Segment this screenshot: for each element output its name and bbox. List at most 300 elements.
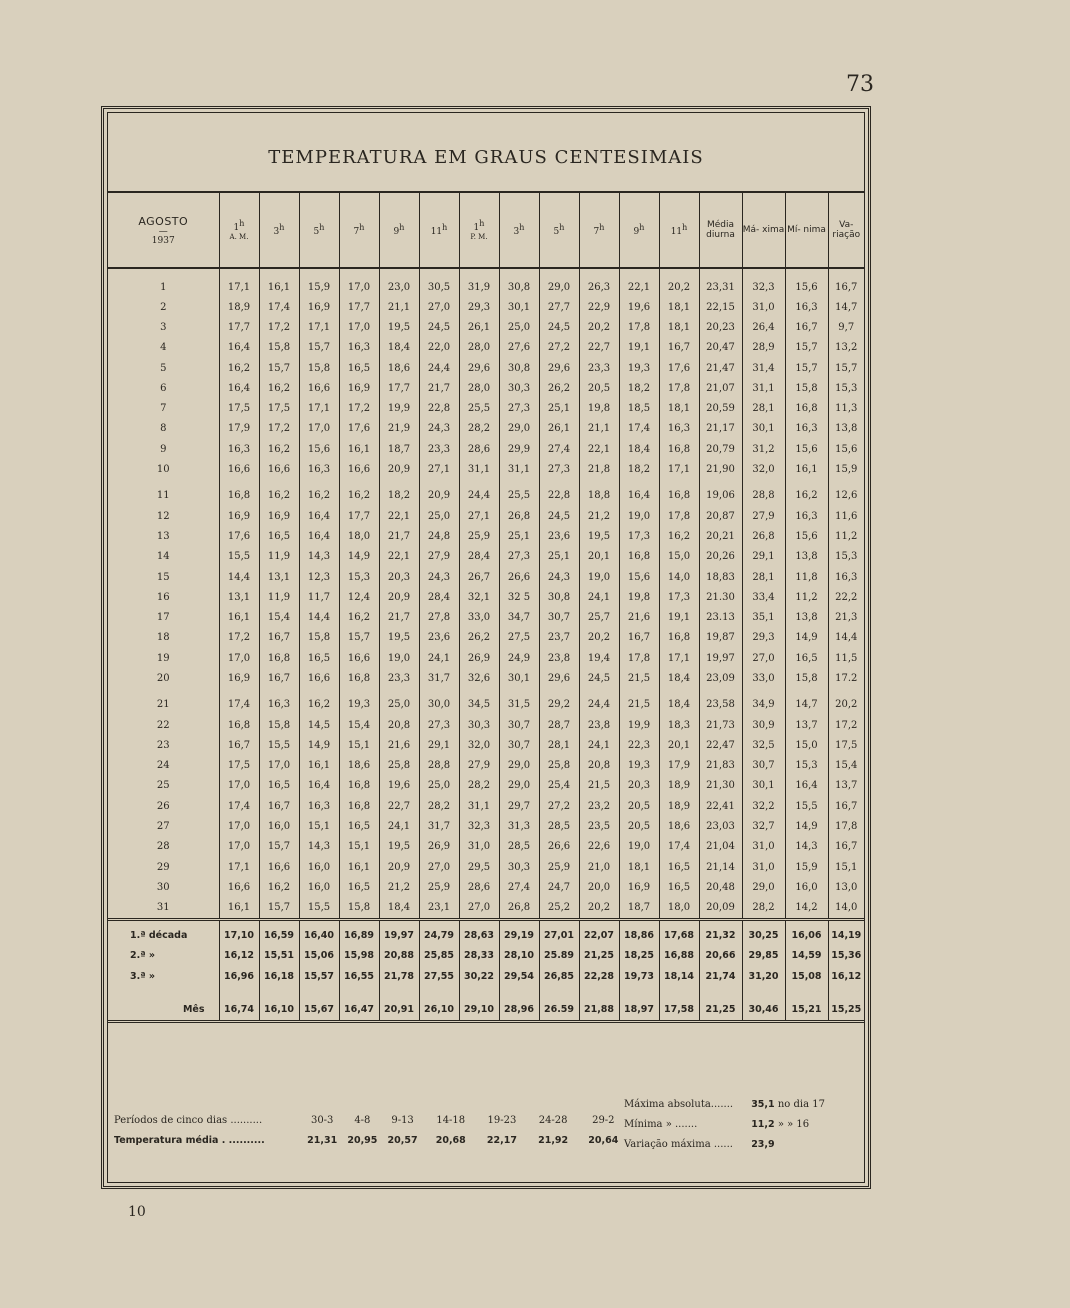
value-cell: 31,0: [742, 297, 785, 317]
value-cell: 20,8: [379, 715, 419, 735]
value-cell: 15,7: [785, 358, 828, 378]
summary-value: 26,85: [539, 966, 579, 987]
value-cell: 30,8: [499, 358, 539, 378]
table-row: [108, 358, 864, 378]
value-cell: 16,8: [219, 486, 259, 506]
value-cell: 13,0: [828, 877, 864, 897]
day-cell: 22: [156, 719, 170, 731]
value-cell: 16,4: [785, 776, 828, 796]
value-cell: 25,9: [539, 857, 579, 877]
value-cell: 13,8: [785, 547, 828, 567]
day-cell: 23: [156, 739, 170, 751]
value-cell: 18,5: [619, 398, 659, 418]
value-cell: 29,7: [499, 796, 539, 816]
table-row: [108, 506, 864, 526]
value-cell: 28,2: [742, 898, 785, 920]
value-cell: 14,3: [299, 837, 339, 857]
value-cell: 15,9: [785, 857, 828, 877]
value-cell: 15,6: [299, 439, 339, 459]
value-cell: 18,7: [619, 898, 659, 920]
value-cell: 17,3: [659, 587, 699, 607]
value-cell: 29,9: [499, 439, 539, 459]
value-cell: 19,5: [379, 317, 419, 337]
value-cell: 22,7: [579, 338, 619, 358]
value-cell: 16,6: [299, 668, 339, 688]
periodo-value: 4-8: [354, 1115, 371, 1126]
value-cell: 26,8: [499, 506, 539, 526]
header-hour: 7h: [579, 192, 619, 268]
value-cell: 24,7: [539, 877, 579, 897]
summary-value: 21,25: [579, 945, 619, 966]
value-cell: 16,2: [659, 526, 699, 546]
mes-value: 17,58: [659, 998, 699, 1022]
value-cell: 22,2: [828, 587, 864, 607]
value-cell: 18,0: [659, 898, 699, 920]
value-cell: 27,0: [742, 648, 785, 668]
value-cell: 24,5: [539, 317, 579, 337]
value-cell: 23,3: [579, 358, 619, 378]
value-cell: 29,0: [499, 419, 539, 439]
value-cell: 19,6: [379, 776, 419, 796]
value-cell: 28,0: [459, 378, 499, 398]
table-row: [108, 857, 864, 877]
value-cell: 30,1: [499, 297, 539, 317]
mes-row: [108, 998, 864, 1022]
value-cell: 18,4: [659, 695, 699, 715]
value-cell: 20,9: [379, 587, 419, 607]
value-cell: 23,7: [539, 628, 579, 648]
summary-label: 3.ª »: [130, 970, 156, 982]
value-cell: 32,3: [459, 816, 499, 836]
value-cell: 20,9: [379, 459, 419, 479]
value-cell: 19,3: [619, 756, 659, 776]
value-cell: 25,0: [379, 695, 419, 715]
value-cell: 31,0: [459, 837, 499, 857]
value-cell: 17,4: [259, 297, 299, 317]
mes-value: 30,46: [742, 998, 785, 1022]
value-cell: 14,5: [299, 715, 339, 735]
summary-value: 16,12: [219, 945, 259, 966]
value-cell: 17,5: [219, 398, 259, 418]
value-cell: 28,4: [419, 587, 459, 607]
value-cell: 15,7: [785, 338, 828, 358]
value-cell: 18,4: [379, 338, 419, 358]
value-cell: 20,21: [699, 526, 742, 546]
value-cell: 26,8: [742, 526, 785, 546]
value-cell: 30,0: [419, 695, 459, 715]
value-cell: 17,0: [339, 268, 379, 297]
value-cell: 16,5: [659, 877, 699, 897]
value-cell: 13,2: [828, 338, 864, 358]
table-frame: [101, 106, 871, 1189]
table-row: [108, 547, 864, 567]
value-cell: 12,4: [339, 587, 379, 607]
table-row: [108, 398, 864, 418]
value-cell: 31,5: [499, 695, 539, 715]
value-cell: 23,03: [699, 816, 742, 836]
value-cell: 14,0: [828, 898, 864, 920]
value-cell: 17,0: [219, 816, 259, 836]
summary-value: 17,10: [219, 919, 259, 945]
value-cell: 15,9: [828, 459, 864, 479]
value-cell: 18,83: [699, 567, 742, 587]
value-cell: 16,7: [259, 796, 299, 816]
summary-value: 15,98: [339, 945, 379, 966]
value-cell: 26,8: [499, 898, 539, 920]
value-cell: 14,2: [785, 898, 828, 920]
mes-label: Mês: [108, 998, 219, 1022]
summary-value: 18,86: [619, 919, 659, 945]
value-cell: 17,7: [339, 506, 379, 526]
value-cell: 16,8: [339, 796, 379, 816]
value-cell: 14,7: [785, 695, 828, 715]
value-cell: 16,6: [299, 378, 339, 398]
value-cell: 15,5: [299, 898, 339, 920]
value-cell: 19,4: [579, 648, 619, 668]
value-cell: 34,9: [742, 695, 785, 715]
value-cell: 29,5: [459, 857, 499, 877]
value-cell: 26,6: [499, 567, 539, 587]
bottom-section: [114, 1089, 864, 1179]
value-cell: 27,9: [459, 756, 499, 776]
temperatura-media-value: 22,17: [486, 1135, 517, 1146]
value-cell: 25,2: [539, 898, 579, 920]
value-cell: 29,1: [742, 547, 785, 567]
value-cell: 16,4: [299, 776, 339, 796]
value-cell: 22,41: [699, 796, 742, 816]
value-cell: 26,9: [459, 648, 499, 668]
value-cell: 14,9: [785, 628, 828, 648]
value-cell: 16,1: [339, 857, 379, 877]
day-cell: 30: [156, 881, 170, 893]
value-cell: 18,6: [379, 358, 419, 378]
value-cell: 11,6: [828, 506, 864, 526]
value-cell: 24,4: [419, 358, 459, 378]
value-cell: 15,7: [828, 358, 864, 378]
value-cell: 33,0: [459, 607, 499, 627]
value-cell: 15,1: [299, 816, 339, 836]
value-cell: 22,6: [579, 837, 619, 857]
value-cell: 27,0: [459, 898, 499, 920]
value-cell: 16,2: [219, 358, 259, 378]
value-cell: 27,2: [539, 796, 579, 816]
value-cell: 26,1: [539, 419, 579, 439]
value-cell: 28,8: [419, 756, 459, 776]
mes-value: 16,74: [219, 998, 259, 1022]
value-cell: 16,9: [339, 378, 379, 398]
value-cell: 31,7: [419, 816, 459, 836]
value-cell: 27,2: [539, 338, 579, 358]
day-cell: 17: [156, 612, 170, 624]
value-cell: 15,4: [828, 756, 864, 776]
value-cell: 15,3: [828, 378, 864, 398]
value-cell: 13,8: [785, 607, 828, 627]
summary-value: 28,33: [459, 945, 499, 966]
value-cell: 17,1: [659, 648, 699, 668]
header-row: [108, 192, 864, 268]
value-cell: 15,5: [785, 796, 828, 816]
summary-value: 28,63: [459, 919, 499, 945]
day-cell: 28: [156, 841, 170, 853]
value-cell: 16,7: [259, 668, 299, 688]
value-cell: 27,0: [419, 857, 459, 877]
value-cell: 28,4: [459, 547, 499, 567]
mes-value: 26,10: [419, 998, 459, 1022]
value-cell: 17,0: [219, 648, 259, 668]
value-cell: 20,09: [699, 898, 742, 920]
summary-value: 29,19: [499, 919, 539, 945]
day-cell: 3: [160, 321, 167, 333]
value-cell: 23,09: [699, 668, 742, 688]
value-cell: 13,7: [828, 776, 864, 796]
value-cell: 16,4: [219, 338, 259, 358]
value-cell: 16,2: [785, 486, 828, 506]
value-cell: 16,5: [659, 857, 699, 877]
table-row: [108, 648, 864, 668]
value-cell: 16,2: [259, 877, 299, 897]
value-cell: 24,4: [579, 695, 619, 715]
value-cell: 16,6: [259, 857, 299, 877]
value-cell: 28,6: [459, 877, 499, 897]
value-cell: 19,3: [619, 358, 659, 378]
daily-rows: [108, 268, 864, 919]
value-cell: 29,6: [539, 668, 579, 688]
value-cell: 34,5: [459, 695, 499, 715]
value-cell: 17,4: [219, 796, 259, 816]
value-cell: 17.2: [828, 668, 864, 688]
value-cell: 16,4: [299, 526, 339, 546]
value-cell: 22,8: [539, 486, 579, 506]
value-cell: 24,3: [539, 567, 579, 587]
value-cell: 19,6: [619, 297, 659, 317]
value-cell: 19,0: [619, 837, 659, 857]
value-cell: 21,83: [699, 756, 742, 776]
summary-value: 16,18: [259, 966, 299, 987]
value-cell: 25,9: [419, 877, 459, 897]
value-cell: 26,6: [539, 837, 579, 857]
temperatura-media-value: 20,68: [435, 1135, 466, 1146]
value-cell: 24,5: [579, 668, 619, 688]
value-cell: 19,8: [619, 587, 659, 607]
day-cell: 27: [156, 821, 170, 833]
value-cell: 22,7: [379, 796, 419, 816]
value-cell: 24,4: [459, 486, 499, 506]
value-cell: 28,2: [459, 419, 499, 439]
value-cell: 29,0: [742, 877, 785, 897]
value-cell: 25,4: [539, 776, 579, 796]
value-cell: 16,7: [828, 796, 864, 816]
mes-value: 21,25: [699, 998, 742, 1022]
table-row: [108, 735, 864, 755]
value-cell: 16,8: [259, 648, 299, 668]
value-cell: 17,5: [828, 735, 864, 755]
summary-value: 14,59: [785, 945, 828, 966]
value-cell: 15,8: [259, 715, 299, 735]
summary-value: 21,74: [699, 966, 742, 987]
table-row: [108, 695, 864, 715]
value-cell: 32,3: [742, 268, 785, 297]
value-cell: 28,1: [742, 398, 785, 418]
value-cell: 16,2: [259, 439, 299, 459]
value-cell: 21,17: [699, 419, 742, 439]
value-cell: 27,3: [539, 459, 579, 479]
value-cell: 20,59: [699, 398, 742, 418]
value-cell: 16,3: [219, 439, 259, 459]
value-cell: 17,4: [659, 837, 699, 857]
value-cell: 32,2: [742, 796, 785, 816]
value-cell: 24,1: [579, 587, 619, 607]
value-cell: 17,8: [828, 816, 864, 836]
value-cell: 19,87: [699, 628, 742, 648]
header-dash: —: [158, 226, 168, 237]
value-cell: 18,4: [379, 898, 419, 920]
value-cell: 17,1: [299, 398, 339, 418]
value-cell: 11,5: [828, 648, 864, 668]
value-cell: 15,7: [259, 837, 299, 857]
value-cell: 21,5: [619, 668, 659, 688]
temperatura-media-label: Temperatura média . ..........: [114, 1135, 265, 1146]
value-cell: 16,3: [785, 506, 828, 526]
value-cell: 27,4: [539, 439, 579, 459]
value-cell: 29,1: [419, 735, 459, 755]
summary-value: 16,96: [219, 966, 259, 987]
value-cell: 20,2: [828, 695, 864, 715]
summary-value: 29,54: [499, 966, 539, 987]
value-cell: 16,4: [619, 486, 659, 506]
value-cell: 21,04: [699, 837, 742, 857]
value-cell: 18,4: [659, 668, 699, 688]
value-cell: 17,0: [259, 756, 299, 776]
value-cell: 14,4: [828, 628, 864, 648]
value-cell: 17,6: [339, 419, 379, 439]
value-cell: 22,15: [699, 297, 742, 317]
value-cell: 16,5: [259, 526, 299, 546]
value-cell: 24,1: [579, 735, 619, 755]
mes-value: 16,10: [259, 998, 299, 1022]
value-cell: 16,8: [339, 776, 379, 796]
value-cell: 30,3: [459, 715, 499, 735]
header-hour: 7h: [339, 192, 379, 268]
value-cell: 17,7: [339, 297, 379, 317]
value-cell: 12,6: [828, 486, 864, 506]
value-cell: 26,4: [742, 317, 785, 337]
value-cell: 20,26: [699, 547, 742, 567]
value-cell: 24,1: [419, 648, 459, 668]
table-row: [108, 607, 864, 627]
value-cell: 16,8: [659, 486, 699, 506]
value-cell: 17,4: [219, 695, 259, 715]
value-cell: 23,3: [379, 668, 419, 688]
table-row: [108, 587, 864, 607]
header-hour: 9h: [379, 192, 419, 268]
value-cell: 30,8: [499, 268, 539, 297]
value-cell: 19,3: [339, 695, 379, 715]
summary-value: 30,25: [742, 919, 785, 945]
value-cell: 16,5: [339, 358, 379, 378]
value-cell: 9,7: [828, 317, 864, 337]
day-cell: 1: [160, 281, 167, 293]
value-cell: 11,2: [828, 526, 864, 546]
value-cell: 16,7: [219, 735, 259, 755]
value-cell: 26,9: [419, 837, 459, 857]
value-cell: 20,3: [619, 776, 659, 796]
minima-value: 11,2: [751, 1119, 775, 1130]
extremes-block: [624, 1099, 825, 1159]
value-cell: 17,8: [619, 317, 659, 337]
summary-value: 25.89: [539, 945, 579, 966]
value-cell: 15,1: [828, 857, 864, 877]
value-cell: 28,5: [499, 837, 539, 857]
day-cell: 21: [156, 699, 170, 711]
value-cell: 11,2: [785, 587, 828, 607]
page-title: TEMPERATURA EM GRAUS CENTESIMAIS: [268, 147, 704, 168]
value-cell: 23.13: [699, 607, 742, 627]
value-cell: 24,3: [419, 419, 459, 439]
value-cell: 21,8: [579, 459, 619, 479]
value-cell: 27,6: [499, 338, 539, 358]
value-cell: 16,7: [259, 628, 299, 648]
value-cell: 16,9: [259, 506, 299, 526]
value-cell: 19,9: [379, 398, 419, 418]
value-cell: 24,8: [419, 526, 459, 546]
day-cell: 20: [156, 672, 170, 684]
summary-value: 31,20: [742, 966, 785, 987]
value-cell: 26,3: [579, 268, 619, 297]
value-cell: 17,1: [219, 268, 259, 297]
table-row: [108, 268, 864, 297]
value-cell: 15,4: [259, 607, 299, 627]
value-cell: 20,2: [579, 317, 619, 337]
value-cell: 16,8: [339, 668, 379, 688]
value-cell: 15,8: [299, 358, 339, 378]
value-cell: 18,9: [659, 776, 699, 796]
value-cell: 25,1: [539, 547, 579, 567]
temperatura-media-value: 20,95: [347, 1135, 378, 1146]
value-cell: 16,0: [299, 857, 339, 877]
temperatura-media-value: 20,57: [387, 1135, 418, 1146]
value-cell: 31,2: [742, 439, 785, 459]
day-cell: 29: [156, 861, 170, 873]
value-cell: 16,8: [659, 628, 699, 648]
maxima-absoluta: [624, 1099, 825, 1119]
day-cell: 5: [160, 362, 167, 374]
value-cell: 16,3: [339, 338, 379, 358]
value-cell: 28,1: [742, 567, 785, 587]
value-cell: 14,3: [785, 837, 828, 857]
value-cell: 21,7: [419, 378, 459, 398]
value-cell: 17,1: [659, 459, 699, 479]
value-cell: 14,4: [219, 567, 259, 587]
header-hour: 1h A. M.: [219, 192, 259, 268]
value-cell: 20,23: [699, 317, 742, 337]
value-cell: 23,8: [579, 715, 619, 735]
summary-value: 15,08: [785, 966, 828, 987]
value-cell: 28,8: [742, 486, 785, 506]
value-cell: 31,4: [742, 358, 785, 378]
periodo-value: 30-3: [310, 1115, 334, 1126]
value-cell: 16,0: [259, 816, 299, 836]
value-cell: 16,5: [339, 877, 379, 897]
value-cell: 16,1: [785, 459, 828, 479]
value-cell: 17,1: [299, 317, 339, 337]
value-cell: 32,0: [459, 735, 499, 755]
value-cell: 24,1: [379, 816, 419, 836]
day-cell: 10: [156, 464, 170, 476]
value-cell: 16,2: [339, 607, 379, 627]
value-cell: 19,1: [619, 338, 659, 358]
value-cell: 19,97: [699, 648, 742, 668]
value-cell: 27,7: [539, 297, 579, 317]
